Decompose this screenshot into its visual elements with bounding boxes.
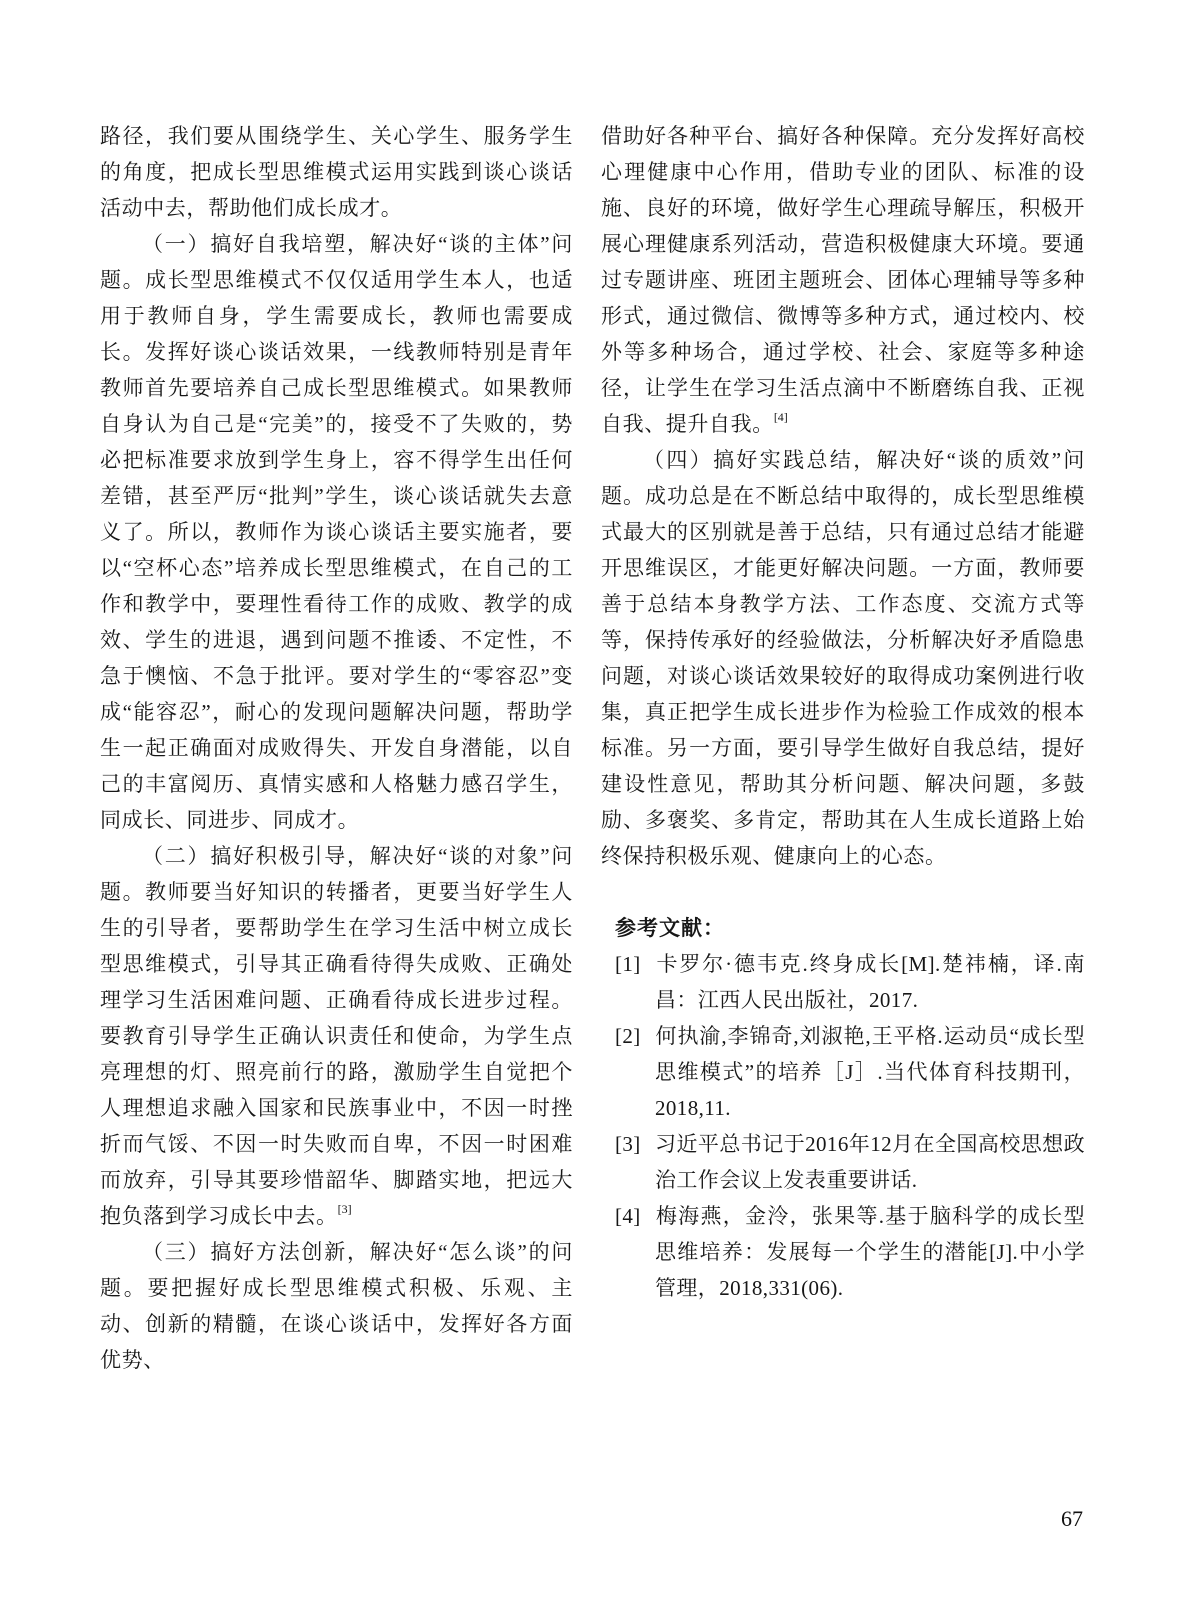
two-column-content [100,118,1085,1378]
reference-label-4: [4] [615,1204,641,1228]
paragraph-section-2 [100,838,573,1234]
references-heading: 参考文献： [615,916,725,940]
footnote-reference-4: [4] [773,410,788,424]
reference-text-1: 卡罗尔·德韦克.终身成长[M].楚祎楠，译.南昌：江西人民出版社，2017. [655,952,1085,1012]
right-column [601,118,1085,1378]
reference-item-3 [615,1126,1085,1198]
paragraph-section-4: （四）搞好实践总结，解决好“谈的质效”问题。成功总是在不断总结中取得的，成长型思维模式最大的区别就是善于总结，只有通过总结才能避开思维误区，才能更好解决问题。一方面，教师要善于总结本身教学方法、工作态度、交流方式等等，保持传承好的经验做法，分析解决好矛盾隐患问题，对谈心谈话效果较好的取得成功案例进行收集，真正把学生成长进步作为检验工作成效的根本标准。另一方面，要引导学生做好自我总结，提好建设性意见，帮助其分析问题、解决问题，多鼓励、多褒奖、多肯定，帮助其在人生成长道路上始终保持积极乐观、健康向上的心态。 [601,448,1085,868]
reference-item-4 [615,1198,1085,1306]
paragraph-section-1: （一）搞好自我培塑，解决好“谈的主体”问题。成长型思维模式不仅仅适用学生本人，也适用于教师自身，学生需要成长，教师也需要成长。发挥好谈心谈话效果，一线教师特别是青年教师首先要培养自己成长型思维模式。如果教师自身认为自己是“完美”的，接受不了失败的，势必把标准要求放到学生身上，容不得学生出任何差错，甚至严厉“批判”学生，谈心谈话就失去意义了。所以，教师作为谈心谈话主要实施者，要以“空杯心态”培养成长型思维模式，在自己的工作和教学中，要理性看待工作的成败、教学的成效、学生的进退，遇到问题不推诿、不定性，不急于懊恼、不急于批评。要对学生的“零容忍”变成“能容忍”，耐心的发现问题解决问题，帮助学生一起正确面对成败得失、开发自身潜能，以自己的丰富阅历、真情实感和人格魅力感召学生，同成长、同进步、同成才。 [100,232,573,832]
paragraph-continuation-right-text: 借助好各种平台、搞好各种保障。充分发挥好高校心理健康中心作用，借助专业的团队、标准的设施、良好的环境，做好学生心理疏导解压，积极开展心理健康系列活动，营造积极健康大环境。要通过专题讲座、班团主题班会、团体心理辅导等多种形式，通过微信、微博等多种方式，通过校内、校外等多种场合，通过学校、社会、家庭等多种途径，让学生在学习生活点滴中不断磨练自我、正视自我、提升自我。 [601,124,1085,436]
reference-text-3: 习近平总书记于2016年12月在全国高校思想政治工作会议上发表重要讲话. [655,1132,1085,1192]
reference-text-4: 梅海燕，金泠，张果等.基于脑科学的成长型思维培养：发展每一个学生的潜能[J].中小学管理，2018,331(06). [655,1204,1085,1300]
reference-text-2: 何执渝,李锦奇,刘淑艳,王平格.运动员“成长型思维模式”的培养［J］.当代体育科技期刊，2018,11. [655,1024,1085,1120]
reference-item-1 [615,946,1085,1018]
paragraph-section-2-text: （二）搞好积极引导，解决好“谈的对象”问题。教师要当好知识的转播者，更要当好学生人生的引导者，要帮助学生在学习生活中树立成长型思维模式，引导其正确看待得失成败、正确处理学习生活困难问题、正确看待成长进步过程。要教育引导学生正确认识责任和使命，为学生点亮理想的灯、照亮前行的路，激励学生自觉把个人理想追求融入国家和民族事业中，不因一时挫折而气馁、不因一时失败而自卑，不因一时困难而放弃，引导其要珍惜韶华、脚踏实地，把远大抱负落到学习成长中去。 [100,844,573,1228]
paragraph-continuation: 路径，我们要从围绕学生、关心学生、服务学生的角度，把成长型思维模式运用实践到谈心谈话活动中去，帮助他们成长成才。 [100,124,573,220]
footnote-reference-3: [3] [337,1202,352,1216]
reference-item-2 [615,1018,1085,1126]
left-column [100,118,573,1378]
reference-label-2: [2] [615,1024,641,1048]
paragraph-section-3: （三）搞好方法创新，解决好“怎么谈”的问题。要把握好成长型思维模式积极、乐观、主动、创新的精髓，在谈心谈话中，发挥好各方面优势、 [100,1240,573,1372]
reference-label-1: [1] [615,952,641,976]
reference-label-3: [3] [615,1132,641,1156]
references-section [615,910,1085,1306]
paragraph-continuation-right [601,118,1085,442]
page-number: 67 [1061,1506,1083,1531]
